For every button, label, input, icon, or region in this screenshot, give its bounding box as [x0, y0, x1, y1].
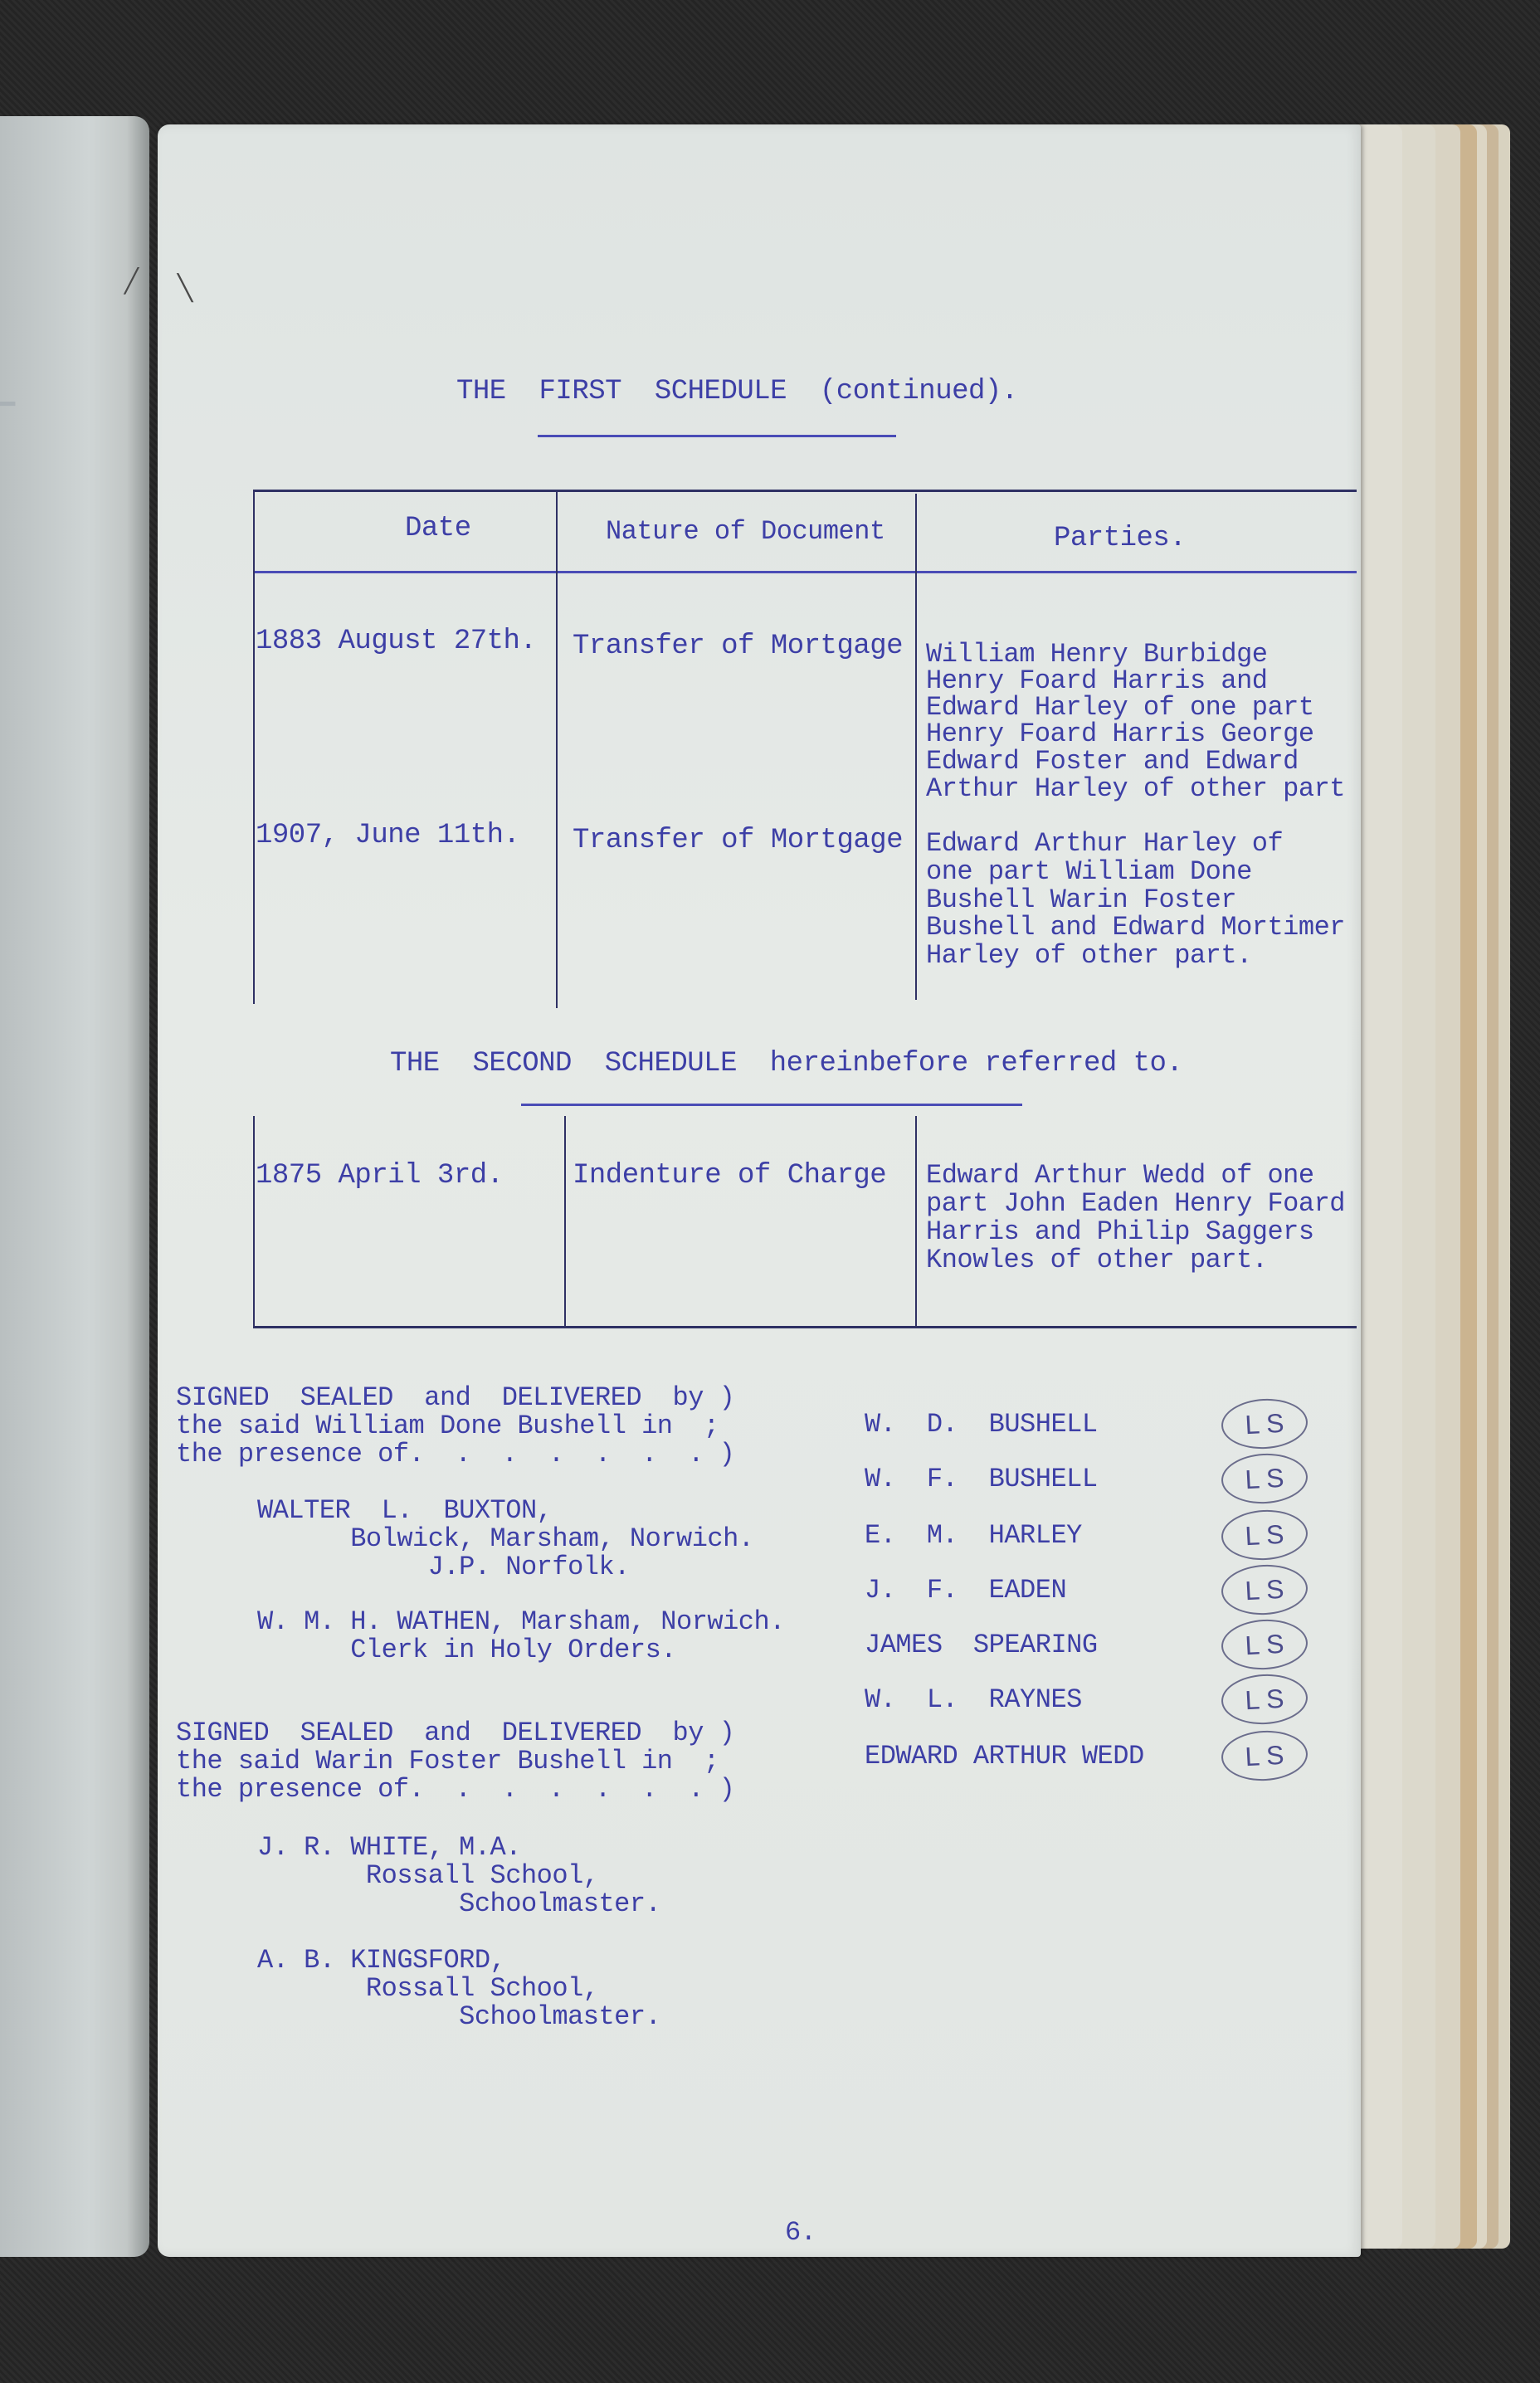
row-parties-line: Henry Foard Harris and: [926, 665, 1268, 696]
column-header-nature: Nature of Document: [606, 516, 885, 547]
row-parties-line: Knowles of other part.: [926, 1245, 1268, 1275]
witness-line: J. R. WHITE, M.A.: [257, 1832, 521, 1863]
signatory-name: W. L. RAYNES: [865, 1684, 1082, 1715]
witness-line: Rossall School,: [257, 1973, 599, 2004]
left-page-edge: [0, 116, 149, 2257]
witness-line: W. M. H. WATHEN, Marsham, Norwich.: [257, 1606, 785, 1637]
witness-line: Rossall School,: [257, 1860, 599, 1891]
attestation-line: the said William Done Bushell in ;: [176, 1411, 719, 1441]
witness-line: Bolwick, Marsham, Norwich.: [257, 1523, 754, 1554]
attestation-line: the presence of. . . . . . . ): [176, 1439, 735, 1469]
seal-stamp: L S: [1221, 1728, 1309, 1782]
row-parties-line: Bushell Warin Foster: [926, 884, 1237, 915]
seal-stamp: L S: [1221, 1562, 1309, 1616]
table-column-rule: [556, 490, 558, 1008]
seal-stamp: L S: [1221, 1508, 1309, 1562]
row-parties-line: Edward Arthur Wedd of one: [926, 1160, 1314, 1191]
page-stack-edges: [1344, 124, 1527, 2249]
second-schedule-heading: THE SECOND SCHEDULE hereinbefore referred to.: [390, 1048, 1183, 1079]
seal-stamp: L S: [1221, 1672, 1309, 1726]
table-column-rule: [253, 490, 255, 1004]
table-column-rule: [915, 494, 917, 1000]
table-column-rule: [564, 1116, 566, 1328]
attestation-line: SIGNED SEALED and DELIVERED by ): [176, 1382, 735, 1413]
column-header-parties: Parties.: [1054, 523, 1187, 554]
witness-line: WALTER L. BUXTON,: [257, 1495, 553, 1526]
heading-underline: [521, 1104, 1022, 1106]
witness-line: J.P. Norfolk.: [257, 1552, 630, 1582]
row-parties-line: Edward Foster and Edward: [926, 746, 1299, 777]
attestation-line: SIGNED SEALED and DELIVERED by ): [176, 1718, 735, 1748]
row-parties-line: Henry Foard Harris George: [926, 719, 1314, 749]
attestation-line: the presence of. . . . . . . ): [176, 1774, 735, 1805]
witness-line: Schoolmaster.: [257, 1888, 661, 1919]
row-parties-line: one part William Done: [926, 856, 1252, 887]
row-parties-line: Harley of other part.: [926, 940, 1252, 971]
signatory-name: J. F. EADEN: [865, 1575, 1067, 1606]
row-parties-line: Bushell and Edward Mortimer: [926, 912, 1345, 943]
witness-line: Clerk in Holy Orders.: [257, 1635, 676, 1665]
row-parties-line: Edward Harley of one part: [926, 692, 1314, 723]
page-number: 6.: [785, 2217, 816, 2248]
column-header-date: Date: [405, 513, 471, 544]
signatory-name: EDWARD ARTHUR WEDD: [865, 1741, 1144, 1771]
table-column-rule: [915, 1116, 917, 1328]
table-top-rule: [253, 490, 1357, 492]
witness-line: Schoolmaster.: [257, 2001, 661, 2032]
row-parties-line: Edward Arthur Harley of: [926, 828, 1284, 859]
pencil-mark: ╱: [124, 267, 139, 295]
signatory-name: JAMES SPEARING: [865, 1630, 1098, 1660]
seal-stamp: L S: [1221, 1451, 1309, 1505]
signatory-name: W. D. BUSHELL: [865, 1409, 1098, 1440]
table-bottom-rule: [253, 1326, 1357, 1328]
row-nature: Indenture of Charge: [573, 1160, 887, 1192]
heading-underline: [538, 435, 896, 437]
row-date: 1907, June 11th.: [256, 820, 520, 851]
first-schedule-heading: THE FIRST SCHEDULE (continued).: [456, 376, 1018, 407]
signatory-name: E. M. HARLEY: [865, 1520, 1082, 1551]
signatory-name: W. F. BUSHELL: [865, 1464, 1098, 1494]
row-date: 1883 August 27th.: [256, 626, 537, 657]
row-parties-line: Harris and Philip Saggers: [926, 1216, 1314, 1247]
pencil-mark: ╲: [178, 274, 193, 303]
attestation-line: the said Warin Foster Bushell in ;: [176, 1746, 719, 1776]
row-parties-line: part John Eaden Henry Foard: [926, 1188, 1345, 1219]
seal-stamp: L S: [1221, 1617, 1309, 1671]
row-nature: Transfer of Mortgage: [573, 631, 904, 662]
table-column-rule: [253, 1116, 255, 1328]
row-nature: Transfer of Mortgage: [573, 825, 904, 856]
seal-stamp: L S: [1221, 1396, 1309, 1450]
row-date: 1875 April 3rd.: [256, 1160, 504, 1192]
witness-line: A. B. KINGSFORD,: [257, 1945, 506, 1976]
bleed-through-text: ━: [0, 392, 16, 407]
table-header-rule: [253, 571, 1357, 573]
row-parties-line: Arthur Harley of other part: [926, 773, 1345, 804]
row-parties-line: William Henry Burbidge: [926, 639, 1268, 670]
